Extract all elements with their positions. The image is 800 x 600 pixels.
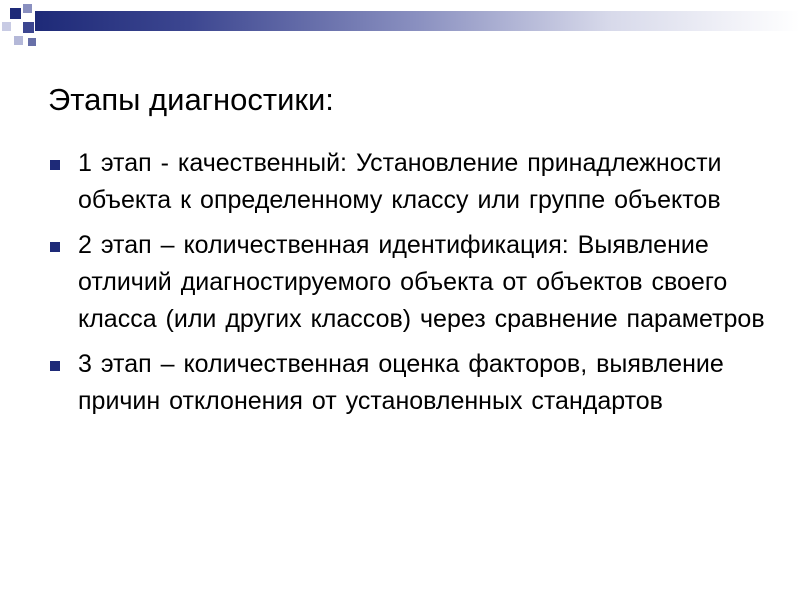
- decor-square: [10, 8, 21, 19]
- header-gradient-bar: [35, 11, 800, 31]
- decor-square: [14, 36, 23, 45]
- square-bullet-icon: [50, 242, 60, 252]
- bullet-item-3: [50, 346, 770, 420]
- bullet-text: 2 этап – количественная идентификация: Выявление отличий диагностируемого объекта от объектов своего класса (или других классов) через сравнение параметров: [78, 231, 765, 333]
- decor-square: [28, 38, 36, 46]
- square-bullet-icon: [50, 361, 60, 371]
- bullet-list: [50, 145, 770, 428]
- bullet-item-2: [50, 227, 770, 338]
- decor-square: [23, 4, 32, 13]
- square-bullet-icon: [50, 160, 60, 170]
- bullet-item-1: [50, 145, 770, 219]
- bullet-text: 1 этап - качественный: Установление принадлежности объекта к определенному классу или группе объектов: [78, 149, 722, 214]
- slide-title: Этапы диагностики:: [48, 82, 334, 117]
- decorative-header: [0, 0, 800, 50]
- decor-square: [23, 22, 34, 33]
- bullet-text: 3 этап – количественная оценка факторов, выявление причин отклонения от установленных стандартов: [78, 350, 724, 415]
- decor-square: [2, 22, 11, 31]
